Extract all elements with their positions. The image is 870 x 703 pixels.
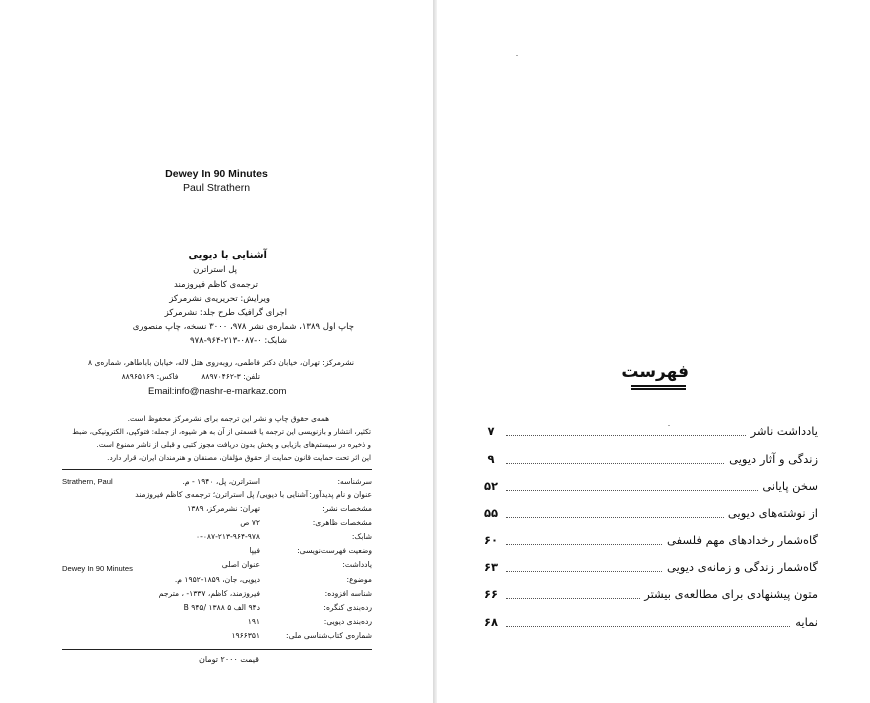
credit-cover: اجرای گرافیک طرح جلد: نشرمرکز xyxy=(164,308,287,318)
publisher-address: نشرمرکز: تهران، خیابان دکتر فاطمی، روبه‌روی هتل لاله، خیابان باباطاهر، شماره‌ی ۸ xyxy=(87,358,354,367)
toc-entry-title: متون پیشنهادی برای مطالعه‌ی بیشتر xyxy=(640,587,818,601)
toc-entry[interactable] xyxy=(482,615,818,631)
page-speck xyxy=(516,55,518,56)
price: قیمت ۲۰۰۰ تومان xyxy=(199,655,259,664)
publisher-fax: فاکس: ۸۸۹۶۵۱۶۹ xyxy=(121,372,179,381)
catalog-label: مشخصات نشر: xyxy=(322,504,372,513)
catalog-value: استراترن، پل، ۱۹۴۰ - م. xyxy=(182,477,260,486)
toc-entry-page: ۶۳ xyxy=(483,560,499,574)
catalog-label: موضوع: xyxy=(346,575,372,584)
persian-title: آشنایی با دیویی xyxy=(188,250,267,261)
toc-entry[interactable] xyxy=(482,533,818,549)
toc-entry[interactable] xyxy=(482,479,818,495)
toc-leader-dots xyxy=(506,626,818,627)
catalog-label: رده‌بندی کنگره: xyxy=(323,603,372,612)
catalog-row xyxy=(62,490,372,503)
catalog-top-rule xyxy=(62,469,372,470)
toc-entry[interactable] xyxy=(482,560,818,576)
catalog-label: سرشناسه: xyxy=(337,477,372,486)
right-page xyxy=(437,0,870,703)
catalog-row xyxy=(62,518,372,531)
catalog-label: رده‌بندی دیویی: xyxy=(323,617,372,626)
toc-entry-page: ۶۸ xyxy=(483,615,499,629)
catalog-row xyxy=(62,589,372,602)
publisher-email: Email:info@nashr-e-markaz.com xyxy=(148,386,287,397)
catalog-row xyxy=(62,575,372,588)
rights-line-3: و ذخیره در سیستم‌های بازیابی و پخش بدون دریافت مجوز کتبی و قبلی از ناشر ممنوع است. xyxy=(96,440,371,449)
english-title: Dewey In 90 Minutes xyxy=(165,168,268,180)
catalog-value: ۱۹۱ xyxy=(247,617,260,626)
toc-entry-page: ۷ xyxy=(487,424,495,438)
catalog-row xyxy=(62,546,372,559)
publisher-contact xyxy=(122,372,260,381)
catalog-label: شابک: xyxy=(351,532,372,541)
left-page xyxy=(0,0,433,703)
catalog-bottom-rule xyxy=(62,649,372,650)
toc-entry[interactable] xyxy=(482,452,818,468)
credit-edition: چاپ اول ۱۳۸۹، شماره‌ی نشر ۹۷۸، ۳۰۰۰ نسخه، چاپ منصوری xyxy=(132,322,354,332)
credit-editor: ویرایش: تحریریه‌ی نشرمرکز xyxy=(169,294,270,304)
catalog-row xyxy=(62,603,372,616)
toc-entry-page: ۶۶ xyxy=(483,587,499,601)
toc-entry-page: ۵۲ xyxy=(483,479,499,493)
catalog-label: وضعیت فهرست‌نویسی: xyxy=(297,546,372,555)
rights-line-2: تکثیر، انتشار و بازنویسی این ترجمه یا قسمتی از آن به هر شیوه، از جمله: فتوکپی، الکترونیکی، ضبط xyxy=(72,427,371,436)
toc-entry-page: ۶۰ xyxy=(483,533,499,547)
catalog-latin: Strathern, Paul xyxy=(62,477,113,486)
toc-heading-rule xyxy=(631,388,686,390)
catalog-value: B ۹۴۵/ د۹۴ الف ۵ ۱۳۸۸ xyxy=(183,603,260,612)
toc-entry-title: گاه‌شمار زندگی و زمانه‌ی دیویی xyxy=(663,560,818,574)
catalog-value: ۰-۰۸۷-۲۱۳-۹۶۴-۹۷۸ xyxy=(196,532,260,541)
catalog-value: فیپا xyxy=(249,546,260,555)
rights-line-4: این اثر تحت حمایت قانون حمایت از حقوق مؤلفان، مصنفان و هنرمندان ایران، قرار دارد. xyxy=(107,453,371,462)
toc-heading-rule xyxy=(631,385,686,387)
publisher-phone: تلفن: ۳-۸۸۹۷۰۴۶۲ xyxy=(201,372,260,381)
english-author: Paul Strathern xyxy=(182,182,251,194)
catalog-row xyxy=(62,477,372,490)
catalog-row xyxy=(62,631,372,644)
catalog-label: یادداشت: xyxy=(342,560,372,569)
toc-entry-page: ۵۵ xyxy=(483,506,499,520)
credit-isbn: شابک: ۰-۰۸۷-۲۱۳-۹۶۴-۹۷۸ xyxy=(190,336,287,346)
toc-entry-title: نمایه xyxy=(791,615,818,629)
credit-author: پل استراترن xyxy=(193,265,237,275)
toc-entry-title: یادداشت ناشر xyxy=(747,424,818,438)
catalog-value: تهران: نشرمرکز، ۱۳۸۹ xyxy=(187,504,260,513)
toc-entry[interactable] xyxy=(482,587,818,603)
toc-entry-title: گاه‌شمار رخدادهای مهم فلسفی xyxy=(663,533,818,547)
catalog-value: فیروزمند، کاظم، ۱۳۳۷- ، مترجم xyxy=(158,589,260,598)
catalog-label: مشخصات ظاهری: xyxy=(312,518,372,527)
catalog-value: ۷۲ ص xyxy=(240,518,260,527)
catalog-value: دیویی، جان، ۱۸۵۹-۱۹۵۲ م. xyxy=(174,575,260,584)
catalog-row xyxy=(62,504,372,517)
catalog-row xyxy=(62,617,372,630)
catalog-label: شناسه افزوده: xyxy=(324,589,372,598)
toc-entry-page: ۹ xyxy=(487,452,495,466)
toc-heading: فهرست xyxy=(621,362,689,382)
toc-entry[interactable] xyxy=(482,424,818,440)
catalog-value: آشنایی با دیویی/ پل استراترن؛ ترجمه‌ی کاظم فیروزمند xyxy=(135,490,308,499)
catalog-label: شماره‌ی کتاب‌شناسی ملی: xyxy=(286,631,372,640)
catalog-value: عنوان اصلی xyxy=(221,560,260,569)
catalog-label: عنوان و نام پدیدآور: xyxy=(309,490,372,499)
toc-entry-title: از نوشته‌های دیویی xyxy=(724,506,818,520)
catalog-row xyxy=(62,560,372,573)
catalog-latin: Dewey In 90 Minutes xyxy=(62,564,133,573)
catalog-value: ۱۹۶۶۳۵۱ xyxy=(231,631,260,640)
toc-entry-title: سخن پایانی xyxy=(758,479,818,493)
credit-translator: ترجمه‌ی کاظم فیروزمند xyxy=(173,280,258,290)
toc-entry[interactable] xyxy=(482,506,818,522)
catalog-row xyxy=(62,532,372,545)
toc-entry-title: زندگی و آثار دیویی xyxy=(725,452,818,466)
rights-line-1: همه‌ی حقوق چاپ و نشر این ترجمه برای نشرمرکز محفوظ است. xyxy=(127,414,329,423)
